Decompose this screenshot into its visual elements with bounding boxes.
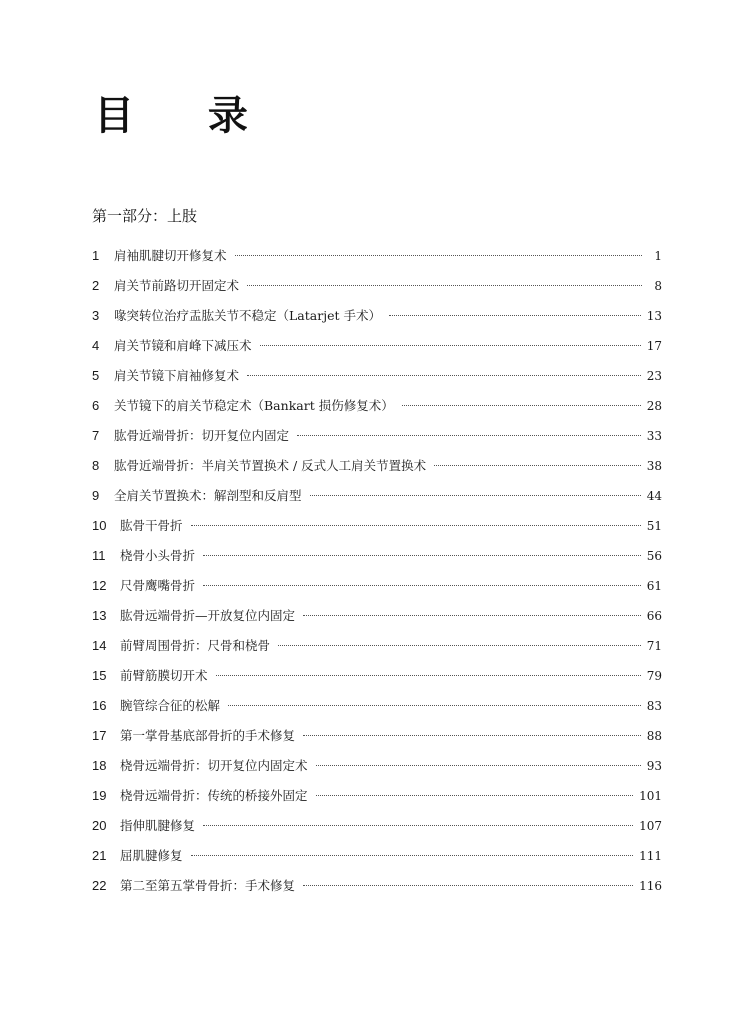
toc-entry[interactable] <box>92 846 662 876</box>
toc-entry-page-number: 8 <box>654 279 662 293</box>
dot-leader <box>228 705 641 706</box>
toc-entry-number: 6 <box>92 398 100 413</box>
page-title: 目 录 <box>94 92 278 139</box>
toc-entry[interactable] <box>92 786 662 816</box>
toc-entry[interactable] <box>92 306 662 336</box>
dot-leader <box>303 615 641 616</box>
table-of-contents <box>92 246 662 906</box>
toc-entry-title: 桡骨远端骨折：传统的桥接外固定 <box>120 788 308 803</box>
toc-entry-page-number: 1 <box>654 249 662 263</box>
toc-entry-title: 肩关节前路切开固定术 <box>114 278 240 293</box>
toc-entry-page-number: 111 <box>639 849 662 863</box>
toc-entry[interactable] <box>92 756 662 786</box>
toc-entry-number: 20 <box>92 818 107 833</box>
toc-entry-number: 14 <box>92 638 107 653</box>
dot-leader <box>216 675 641 676</box>
toc-entry-number: 7 <box>92 428 100 443</box>
toc-entry-title: 肩关节镜和肩峰下减压术 <box>114 338 252 353</box>
toc-entry-number: 16 <box>92 698 107 713</box>
toc-entry[interactable] <box>92 366 662 396</box>
dot-leader <box>260 345 641 346</box>
toc-entry[interactable] <box>92 246 662 276</box>
toc-entry-number: 8 <box>92 458 100 473</box>
dot-leader <box>303 735 641 736</box>
dot-leader <box>297 435 641 436</box>
toc-entry-number: 13 <box>92 608 107 623</box>
dot-leader <box>389 315 641 316</box>
toc-entry-page-number: 56 <box>646 549 662 563</box>
dot-leader <box>316 795 634 796</box>
toc-entry[interactable] <box>92 636 662 666</box>
toc-entry-page-number: 51 <box>646 519 662 533</box>
toc-entry[interactable] <box>92 426 662 456</box>
toc-entry-number: 11 <box>92 548 106 563</box>
toc-entry[interactable] <box>92 576 662 606</box>
toc-entry-number: 2 <box>92 278 100 293</box>
toc-entry-number: 1 <box>92 248 100 263</box>
dot-leader <box>247 285 642 286</box>
toc-entry-title: 指伸肌腱修复 <box>120 818 196 833</box>
toc-entry-number: 3 <box>92 308 100 323</box>
toc-entry-number: 9 <box>92 488 100 503</box>
toc-entry-page-number: 107 <box>639 819 662 833</box>
toc-entry[interactable] <box>92 336 662 366</box>
toc-entry-page-number: 88 <box>646 729 662 743</box>
dot-leader <box>278 645 641 646</box>
toc-entry-page-number: 17 <box>646 339 662 353</box>
toc-entry-title: 桡骨远端骨折：切开复位内固定术 <box>120 758 308 773</box>
toc-entry[interactable] <box>92 456 662 486</box>
toc-entry-page-number: 33 <box>646 429 662 443</box>
section-heading: 第一部分：上肢 <box>92 207 198 225</box>
dot-leader <box>191 855 634 856</box>
toc-entry-title: 腕管综合征的松解 <box>120 698 221 713</box>
toc-entry[interactable] <box>92 816 662 846</box>
toc-entry-title: 第二至第五掌骨骨折：手术修复 <box>120 878 296 893</box>
toc-entry-number: 22 <box>92 878 107 893</box>
toc-entry-page-number: 38 <box>646 459 662 473</box>
toc-entry-number: 18 <box>92 758 107 773</box>
toc-entry-page-number: 28 <box>646 399 662 413</box>
toc-entry-number: 19 <box>92 788 107 803</box>
toc-entry-title: 桡骨小头骨折 <box>120 548 196 563</box>
toc-entry-number: 17 <box>92 728 107 743</box>
toc-entry-title: 屈肌腱修复 <box>120 848 183 863</box>
toc-entry[interactable] <box>92 396 662 426</box>
toc-entry-title: 肱骨远端骨折—开放复位内固定 <box>120 608 296 623</box>
toc-entry-page-number: 44 <box>646 489 662 503</box>
dot-leader <box>191 525 641 526</box>
toc-entry-title: 前臂筋膜切开术 <box>120 668 208 683</box>
toc-entry[interactable] <box>92 666 662 696</box>
toc-entry[interactable] <box>92 546 662 576</box>
dot-leader <box>203 555 641 556</box>
dot-leader <box>235 255 642 256</box>
toc-entry-title: 喙突转位治疗盂肱关节不稳定（Latarjet 手术） <box>114 308 381 323</box>
toc-entry-number: 4 <box>92 338 100 353</box>
toc-entry-title: 肱骨干骨折 <box>120 518 183 533</box>
dot-leader <box>402 405 641 406</box>
toc-entry-page-number: 83 <box>646 699 662 713</box>
toc-entry-title: 肱骨近端骨折：半肩关节置换术 / 反式人工肩关节置换术 <box>114 458 427 473</box>
toc-entry-number: 15 <box>92 668 107 683</box>
toc-entry-title: 肩袖肌腱切开修复术 <box>114 248 227 263</box>
toc-entry-number: 5 <box>92 368 100 383</box>
toc-entry-page-number: 71 <box>646 639 662 653</box>
dot-leader <box>434 465 641 466</box>
toc-entry-number: 21 <box>92 848 107 863</box>
toc-entry-page-number: 13 <box>646 309 662 323</box>
dot-leader <box>316 765 641 766</box>
toc-entry-title: 全肩关节置换术：解剖型和反肩型 <box>114 488 302 503</box>
toc-entry-page-number: 66 <box>646 609 662 623</box>
toc-entry-title: 肩关节镜下肩袖修复术 <box>114 368 240 383</box>
toc-entry-number: 12 <box>92 578 107 593</box>
toc-entry[interactable] <box>92 726 662 756</box>
toc-entry-page-number: 101 <box>639 789 662 803</box>
toc-entry[interactable] <box>92 516 662 546</box>
toc-entry-page-number: 116 <box>639 879 662 893</box>
toc-entry-title: 肱骨近端骨折：切开复位内固定 <box>114 428 290 443</box>
dot-leader <box>310 495 641 496</box>
toc-entry-title: 尺骨鹰嘴骨折 <box>120 578 196 593</box>
toc-entry-page-number: 61 <box>646 579 662 593</box>
toc-entry-title: 关节镜下的肩关节稳定术（Bankart 损伤修复术） <box>114 398 394 413</box>
toc-entry-page-number: 23 <box>646 369 662 383</box>
toc-entry[interactable] <box>92 696 662 726</box>
toc-entry-page-number: 93 <box>646 759 662 773</box>
toc-entry[interactable] <box>92 876 662 906</box>
dot-leader <box>247 375 641 376</box>
toc-entry[interactable] <box>92 606 662 636</box>
toc-entry[interactable] <box>92 486 662 516</box>
toc-entry-title: 前臂周围骨折：尺骨和桡骨 <box>120 638 271 653</box>
toc-entry-page-number: 79 <box>646 669 662 683</box>
dot-leader <box>203 585 641 586</box>
toc-entry[interactable] <box>92 276 662 306</box>
toc-entry-number: 10 <box>92 518 107 533</box>
dot-leader <box>303 885 633 886</box>
dot-leader <box>203 825 633 826</box>
toc-entry-title: 第一掌骨基底部骨折的手术修复 <box>120 728 296 743</box>
